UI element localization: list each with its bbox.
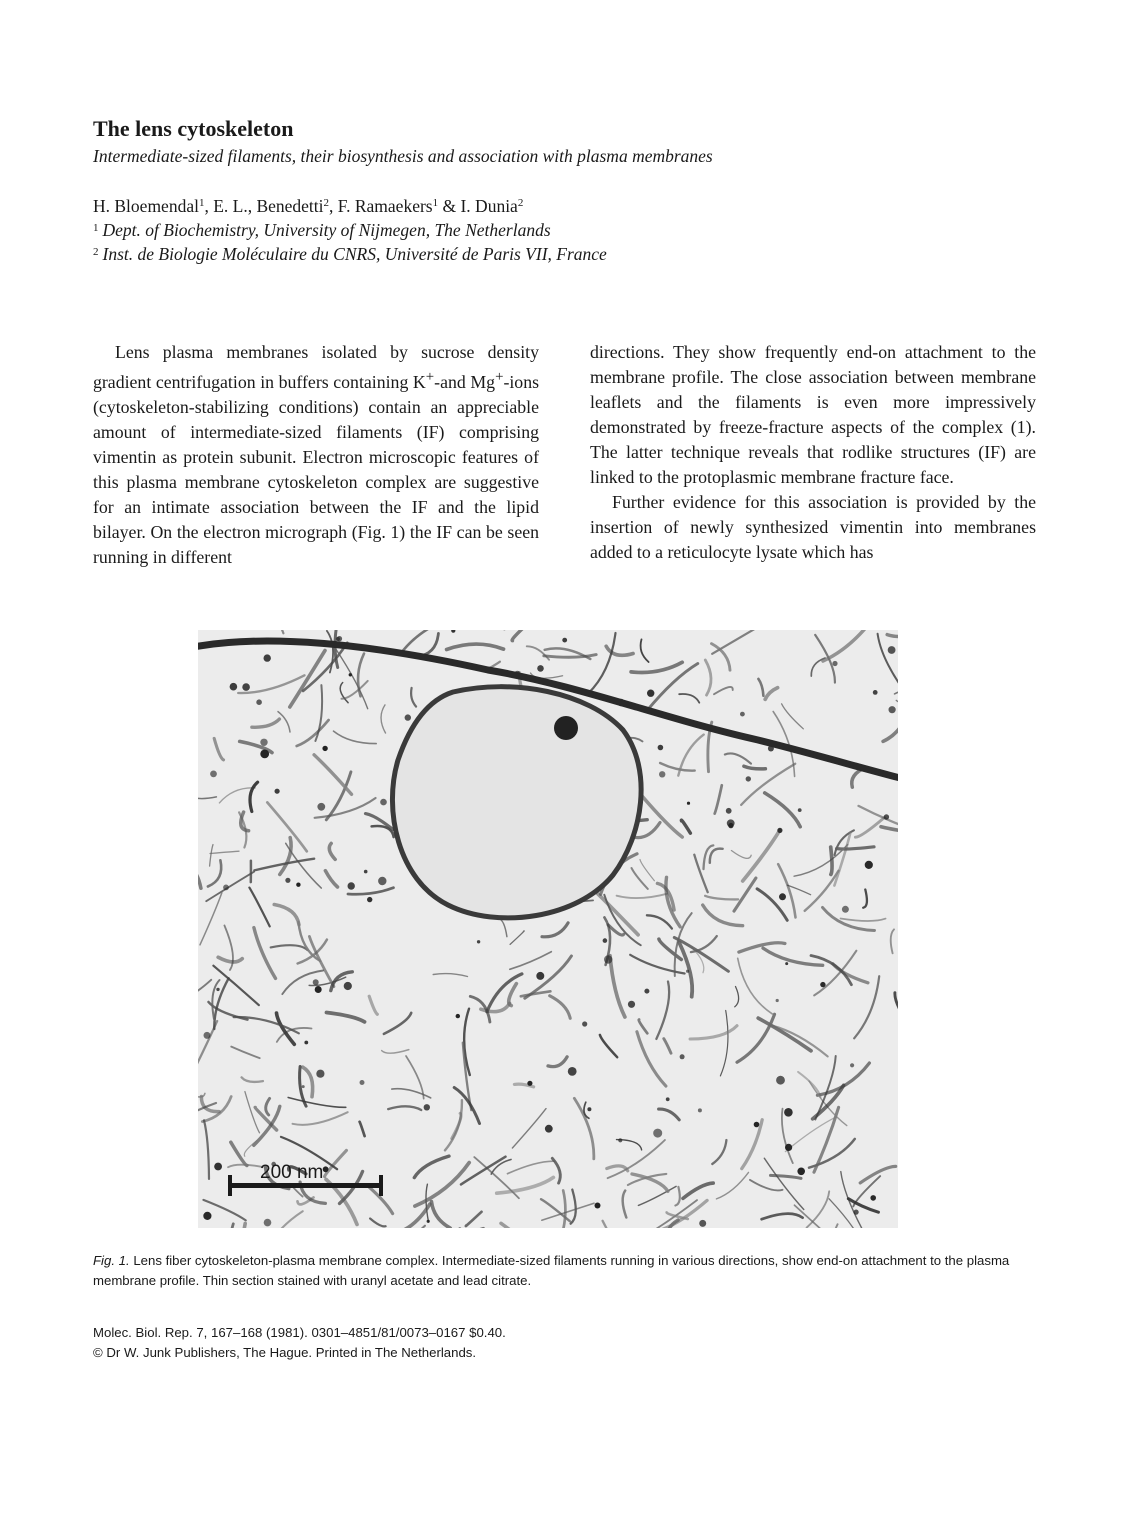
filament	[738, 958, 773, 1014]
filament	[640, 860, 654, 881]
stain-particle	[203, 1212, 211, 1220]
filament	[714, 687, 733, 694]
filament	[499, 919, 507, 937]
filament	[743, 831, 780, 881]
filament	[508, 1161, 555, 1174]
stain-particle	[832, 661, 837, 666]
stain-particle	[842, 906, 849, 913]
filament	[679, 943, 692, 997]
filament	[659, 1109, 680, 1120]
author-separator: &	[438, 196, 461, 216]
affiliation-number: 1	[93, 222, 99, 234]
filament	[716, 1172, 748, 1199]
filament	[878, 634, 898, 685]
stain-particle	[316, 1070, 324, 1078]
filament	[638, 1186, 676, 1205]
filament	[807, 1191, 830, 1227]
author-affiliation-mark: 1	[198, 197, 205, 209]
filament	[466, 1212, 482, 1226]
vesicle-attachment-knob	[554, 716, 578, 740]
filament	[252, 719, 280, 727]
stain-particle	[647, 690, 654, 697]
stain-particle	[536, 972, 544, 980]
stain-particle	[427, 1220, 430, 1223]
author-name: H. Bloemendal	[93, 196, 199, 216]
filament	[735, 987, 739, 1007]
affiliation-number: 2	[93, 246, 99, 258]
filament	[664, 1039, 671, 1054]
affiliation-2	[93, 244, 607, 265]
stain-particle	[776, 1076, 785, 1085]
filament	[895, 993, 898, 1011]
figure-label: Fig. 1.	[93, 1253, 130, 1268]
filament	[623, 1191, 627, 1218]
filament	[293, 1112, 348, 1125]
stain-particle	[527, 1081, 532, 1086]
stain-particle	[779, 893, 786, 900]
filament	[274, 905, 299, 925]
stain-particle	[264, 1219, 272, 1227]
stain-particle	[364, 870, 368, 874]
filament	[837, 847, 874, 849]
stain-particle	[230, 683, 238, 691]
author-name: F. Ramaekers	[337, 196, 433, 216]
filament	[325, 871, 337, 887]
filament	[720, 1011, 728, 1076]
filament	[392, 1089, 431, 1098]
filament	[660, 763, 695, 771]
scale-bar-left-tick	[228, 1175, 232, 1196]
filament	[329, 843, 335, 859]
filament	[896, 700, 898, 703]
filament	[218, 957, 242, 962]
stain-particle	[888, 646, 896, 654]
filament	[288, 1098, 346, 1108]
filament	[667, 1212, 688, 1219]
stain-particle	[360, 1080, 365, 1085]
filament	[384, 1013, 411, 1034]
stain-particle	[884, 814, 889, 819]
stain-particle	[260, 750, 269, 759]
filament	[731, 851, 751, 859]
filament	[242, 1077, 263, 1082]
body-text: -ions (cytoskeleton-stabilizing conditions) contain an appreciable amount of intermediate-sized filaments (IF) comprising vimentin as protein subunit. Electron microscopic features of this plasma membrane cytoskeleton complex are suggestive for an intimate association between the IF and the lipid bilayer. On the electron micrograph (Fig. 1) the IF can be seen running in different	[93, 371, 539, 567]
body-column-right	[590, 340, 1036, 565]
filament	[542, 923, 568, 937]
filament	[632, 868, 648, 889]
filament	[631, 662, 682, 672]
filament	[267, 802, 307, 851]
filament	[704, 845, 714, 869]
stain-particle	[797, 1168, 805, 1176]
superscript: +	[495, 369, 504, 385]
stain-particle	[820, 982, 825, 987]
stain-particle	[537, 665, 544, 672]
filament	[765, 688, 777, 700]
filament	[433, 974, 467, 977]
stain-particle	[349, 673, 352, 676]
filament	[715, 785, 722, 813]
stain-particle	[367, 897, 372, 902]
stain-particle	[628, 1001, 635, 1008]
filament	[782, 1109, 793, 1163]
filament	[510, 931, 524, 945]
filament	[198, 1091, 205, 1097]
filament	[461, 1157, 506, 1185]
filament	[771, 1175, 802, 1178]
stain-particle	[785, 1144, 792, 1151]
filament	[571, 1190, 576, 1224]
filament	[637, 1032, 666, 1086]
filament	[854, 976, 879, 1038]
stain-particle	[451, 630, 455, 633]
filament	[712, 1140, 726, 1164]
stain-particle	[785, 962, 788, 965]
filament	[887, 633, 898, 636]
filament	[853, 1176, 880, 1206]
filament	[647, 915, 672, 928]
filament	[314, 755, 351, 795]
stain-particle	[313, 979, 319, 985]
filament	[402, 1204, 430, 1228]
body-paragraph: Further evidence for this association is provided by the insertion of newly synthesized vimentin into membranes added to a reticulocyte lysate which has	[590, 492, 1036, 562]
filament	[641, 795, 683, 838]
stain-particle	[587, 1107, 591, 1111]
stain-particle	[545, 1125, 553, 1133]
stain-particle	[644, 989, 649, 994]
body-column-left	[93, 340, 539, 570]
filament	[863, 890, 867, 908]
stain-particle	[687, 802, 690, 805]
filament	[266, 1098, 270, 1115]
author-separator: ,	[329, 196, 338, 216]
stain-particle	[210, 771, 217, 778]
filament	[200, 893, 222, 945]
article-title: The lens cytoskeleton	[93, 116, 294, 141]
filament	[710, 849, 723, 863]
stain-particle	[223, 885, 229, 891]
filament	[370, 1219, 386, 1227]
filament	[369, 996, 377, 1014]
filament	[782, 704, 804, 729]
stain-particle	[204, 1032, 211, 1039]
filament	[823, 630, 873, 661]
filament	[891, 929, 894, 953]
stain-particle	[784, 1108, 793, 1117]
filament	[764, 1158, 804, 1209]
stain-particle	[754, 1122, 760, 1128]
filament	[734, 878, 756, 911]
filament	[744, 766, 766, 769]
stain-particle	[850, 1063, 854, 1067]
filament	[765, 793, 801, 827]
stain-particle	[285, 878, 290, 883]
author-affiliation-mark: 2	[323, 197, 330, 209]
stain-particle	[728, 823, 733, 828]
stain-particle	[214, 1163, 222, 1171]
stain-particle	[378, 877, 386, 885]
filament	[241, 812, 249, 831]
stain-particle	[698, 1108, 702, 1112]
filament	[560, 1191, 566, 1229]
filament	[210, 845, 213, 867]
filament	[254, 630, 284, 633]
filament	[597, 893, 638, 934]
stain-particle	[424, 1104, 430, 1110]
filament	[683, 1183, 713, 1198]
filament	[548, 1057, 567, 1067]
filament	[501, 1223, 555, 1228]
filament	[600, 1035, 617, 1057]
filament	[403, 630, 449, 650]
stain-particle	[666, 1097, 670, 1101]
stain-particle	[242, 683, 250, 691]
filament	[758, 679, 763, 696]
filament	[210, 851, 239, 853]
filament	[250, 782, 258, 811]
micrograph-image	[198, 630, 898, 1228]
stain-particle	[699, 1220, 706, 1227]
filament	[228, 1224, 233, 1228]
filament	[694, 855, 707, 893]
stain-particle	[686, 970, 689, 973]
figure-caption	[93, 1251, 1033, 1291]
filament	[610, 956, 625, 1017]
filament	[231, 1047, 259, 1059]
filament	[198, 869, 201, 888]
filament	[447, 644, 504, 649]
filament	[741, 764, 795, 805]
superscript: +	[425, 369, 435, 385]
filament	[510, 952, 552, 970]
filament	[512, 1109, 546, 1148]
stain-particle	[304, 1041, 308, 1045]
filament	[603, 1221, 629, 1228]
filament	[348, 888, 394, 895]
stain-particle	[380, 799, 387, 806]
publication-footer	[93, 1323, 506, 1363]
stain-particle	[337, 636, 342, 641]
stain-particle	[870, 1195, 876, 1201]
filament	[297, 720, 329, 746]
stain-particle	[315, 986, 322, 993]
stain-particle	[726, 808, 732, 814]
filament	[762, 1214, 803, 1220]
filament	[487, 974, 522, 1012]
body-text: Lens plasma membranes isolated by sucrose density gradient centrifugation in buffers containing K	[93, 342, 539, 392]
stain-particle	[216, 988, 219, 991]
filament	[705, 896, 738, 900]
body-paragraph: directions. They show frequently end-on attachment to the membrane profile. The close association between membrane leaflets and the filaments is even more impressively demonstrated by freeze-fracture aspects of the complex (1). The latter technique reveals that rodlike structures (IF) are linked to the protoplasmic membrane fracture face.	[590, 342, 1036, 487]
stain-particle	[658, 745, 664, 751]
filament	[617, 894, 667, 898]
filament	[278, 712, 290, 732]
stain-particle	[653, 1129, 662, 1138]
filament	[588, 633, 615, 694]
stain-particle	[260, 739, 267, 746]
filament	[411, 688, 416, 707]
stain-particle	[659, 771, 665, 777]
stain-particle	[618, 1138, 622, 1142]
filament	[705, 660, 711, 695]
filament	[432, 1202, 451, 1228]
author-affiliation-mark: 2	[517, 197, 524, 209]
filament	[811, 956, 851, 985]
filament	[327, 1013, 365, 1022]
stain-particle	[740, 712, 745, 717]
copyright-line: © Dr W. Junk Publishers, The Hague. Printed in The Netherlands.	[93, 1345, 477, 1360]
stain-particle	[865, 861, 873, 869]
filament	[303, 1067, 313, 1097]
affiliation-1	[93, 220, 551, 241]
affiliation-text: Inst. de Biologie Moléculaire du CNRS, Université de Paris VII, France	[102, 244, 607, 264]
filament	[334, 731, 377, 744]
stain-particle	[680, 1054, 685, 1059]
filament	[550, 996, 571, 1019]
filament	[240, 1224, 245, 1229]
stain-particle	[323, 1166, 329, 1172]
filament	[388, 1106, 421, 1110]
stain-particle	[264, 654, 271, 661]
filament	[254, 928, 276, 979]
stain-particle	[798, 808, 802, 812]
article-subtitle: Intermediate-sized filaments, their biosynthesis and association with plasma membranes	[93, 146, 713, 166]
stain-particle	[603, 938, 608, 943]
stain-particle	[568, 1067, 577, 1076]
stain-particle	[256, 699, 262, 705]
filament	[608, 1140, 665, 1178]
filament	[454, 1088, 479, 1124]
stain-particle	[776, 999, 779, 1002]
filament	[512, 630, 522, 641]
author-list	[93, 196, 523, 217]
filament	[639, 1020, 648, 1034]
filament	[681, 820, 690, 833]
scale-bar-right-tick	[379, 1175, 383, 1196]
filament	[834, 833, 850, 886]
stain-particle	[873, 690, 878, 695]
filament	[249, 888, 269, 927]
electron-micrograph	[198, 630, 898, 1228]
stain-particle	[582, 1021, 587, 1026]
author-name: E. L., Benedetti	[213, 196, 324, 216]
author-affiliation-mark: 1	[432, 197, 439, 209]
filament	[271, 945, 308, 950]
stain-particle	[777, 828, 782, 833]
filament	[817, 1063, 869, 1095]
filament	[860, 1166, 896, 1183]
filament	[742, 1120, 762, 1169]
stain-particle	[302, 1085, 305, 1088]
filament	[198, 789, 216, 798]
filament	[675, 1187, 679, 1206]
body-text: -and Mg	[434, 371, 496, 392]
filament	[214, 738, 223, 760]
filament	[809, 1139, 855, 1168]
filament	[750, 1180, 783, 1191]
stain-particle	[604, 955, 612, 963]
body-paragraph	[93, 340, 539, 570]
membrane-vesicle	[392, 687, 641, 918]
filament	[883, 710, 898, 742]
filament	[679, 694, 699, 703]
stain-particle	[595, 1203, 601, 1209]
filament	[737, 1014, 775, 1062]
filament	[831, 847, 832, 874]
filament	[360, 1122, 365, 1136]
filament	[725, 753, 751, 763]
filament	[491, 1160, 511, 1175]
filament	[309, 936, 334, 986]
stain-particle	[746, 776, 751, 781]
stain-particle	[477, 940, 480, 943]
stain-particle	[889, 706, 896, 713]
filament	[805, 871, 839, 911]
filament	[641, 639, 649, 662]
filament	[881, 827, 898, 834]
stain-particle	[322, 746, 327, 751]
filament	[426, 1184, 429, 1222]
stain-particle	[344, 982, 352, 990]
filament	[204, 1120, 209, 1179]
author-separator: ,	[204, 196, 214, 216]
stain-particle	[275, 789, 280, 794]
citation-line: Molec. Biol. Rep. 7, 167–168 (1981). 0301–4851/81/0073–0167 $0.40.	[93, 1325, 506, 1340]
scale-bar-label: 200 nm	[260, 1162, 324, 1183]
stain-particle	[456, 1014, 460, 1018]
filament	[690, 1026, 737, 1039]
stain-particle	[348, 882, 355, 889]
stain-particle	[296, 883, 300, 887]
caption-text: Lens fiber cytoskeleton-plasma membrane complex. Intermediate-sized filaments running in various directions, show end-on attachment to the plasma membrane profile. Thin section stained with uranyl acetate and lead citrate.	[93, 1253, 1010, 1288]
filament	[381, 705, 385, 733]
filament	[656, 982, 669, 1039]
filament	[198, 980, 211, 998]
stain-particle	[854, 1210, 859, 1215]
stain-particle	[317, 803, 325, 811]
filament	[382, 1050, 409, 1054]
stain-particle	[405, 714, 411, 720]
filament	[206, 872, 254, 902]
author-name: I. Dunia	[460, 196, 518, 216]
scale-bar-line	[228, 1183, 383, 1188]
filament	[841, 919, 886, 921]
affiliation-text: Dept. of Biochemistry, University of Nijmegen, The Netherlands	[102, 220, 551, 240]
filament	[342, 681, 368, 699]
stain-particle	[562, 638, 567, 643]
filament	[414, 1156, 449, 1178]
